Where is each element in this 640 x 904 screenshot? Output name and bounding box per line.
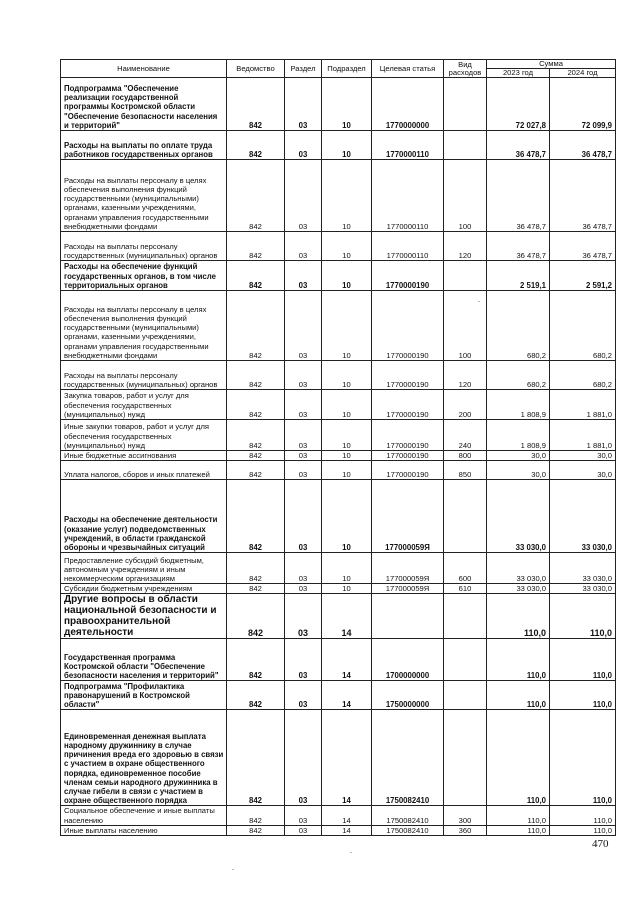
table-cell-2023: 110,0	[487, 594, 550, 639]
table-cell-2024: 30,0	[550, 451, 616, 461]
table-cell-2023: 33 030,0	[487, 553, 550, 584]
col-header-statya: Целевая статья	[372, 60, 444, 78]
table-cell-razdel: 03	[285, 361, 322, 390]
table-cell-statya: 1770000190	[372, 261, 444, 291]
table-cell-vedomstvo: 842	[227, 461, 285, 480]
table-row	[61, 261, 616, 291]
table-cell-vedomstvo: 842	[227, 160, 285, 232]
table-row	[61, 480, 616, 553]
table-row	[61, 825, 616, 835]
table-cell-name: Субсидии бюджетным учреждениям	[61, 584, 227, 594]
table-cell-vid: 300	[444, 806, 487, 825]
page-number: 470	[592, 838, 609, 850]
table-cell-name: Закупка товаров, работ и услуг для обеспечения государственных (муниципальных) нужд	[61, 390, 227, 420]
table-cell-vedomstvo: 842	[227, 825, 285, 835]
table-cell-podrazdel: 10	[322, 160, 372, 232]
table-row	[61, 131, 616, 160]
table-cell-razdel: 03	[285, 480, 322, 553]
scan-speck	[478, 301, 480, 302]
table-cell-podrazdel: 10	[322, 390, 372, 420]
table-cell-vid: 850	[444, 461, 487, 480]
table-cell-vedomstvo: 842	[227, 291, 285, 361]
table-cell-podrazdel: 10	[322, 291, 372, 361]
table-cell-name: Другие вопросы в области национальной безопасности и правоохранительной деятельности	[61, 594, 227, 639]
col-header-podrazdel: Подраздел	[322, 60, 372, 78]
table-cell-vid: 800	[444, 451, 487, 461]
table-cell-podrazdel: 10	[322, 78, 372, 131]
table-cell-razdel: 03	[285, 232, 322, 261]
table-cell-2023: 680,2	[487, 291, 550, 361]
table-cell-vedomstvo: 842	[227, 594, 285, 639]
table-cell-razdel: 03	[285, 584, 322, 594]
table-cell-vedomstvo: 842	[227, 681, 285, 710]
table-cell-2023: 36 478,7	[487, 131, 550, 160]
table-cell-podrazdel: 10	[322, 461, 372, 480]
col-header-vid: Вид расходов	[444, 60, 487, 78]
table-cell-vid	[444, 261, 487, 291]
table-cell-statya: 1770000110	[372, 131, 444, 160]
table-cell-vid: 600	[444, 553, 487, 584]
col-header-summa: Сумма	[487, 60, 616, 69]
table-cell-razdel: 03	[285, 681, 322, 710]
table-cell-name: Подпрограмма "Профилактика правонарушений в Костромской области"	[61, 681, 227, 710]
budget-table-sheet	[60, 59, 615, 836]
table-cell-vedomstvo: 842	[227, 78, 285, 131]
table-cell-2024: 2 591,2	[550, 261, 616, 291]
table-cell-razdel: 03	[285, 78, 322, 131]
table-row	[61, 584, 616, 594]
table-cell-podrazdel: 14	[322, 806, 372, 825]
table-cell-vid	[444, 78, 487, 131]
table-cell-name: Иные закупки товаров, работ и услуг для обеспечения государственных (муниципальных) нужд	[61, 420, 227, 451]
table-row	[61, 361, 616, 390]
table-cell-2023: 33 030,0	[487, 480, 550, 553]
table-cell-2024: 33 030,0	[550, 553, 616, 584]
table-row	[61, 639, 616, 681]
table-cell-podrazdel: 10	[322, 553, 372, 584]
table-row	[61, 451, 616, 461]
table-cell-statya: 177000059Я	[372, 553, 444, 584]
col-header-2023: 2023 год	[487, 69, 550, 78]
table-cell-2024: 680,2	[550, 361, 616, 390]
table-cell-statya: 1750082410	[372, 825, 444, 835]
table-cell-razdel: 03	[285, 160, 322, 232]
table-cell-2024: 36 478,7	[550, 131, 616, 160]
table-cell-vid: 100	[444, 160, 487, 232]
table-cell-podrazdel: 10	[322, 420, 372, 451]
table-cell-2024: 33 030,0	[550, 480, 616, 553]
table-cell-2023: 1 808,9	[487, 420, 550, 451]
table-body	[61, 78, 616, 836]
table-cell-vedomstvo: 842	[227, 261, 285, 291]
table-cell-2023: 110,0	[487, 639, 550, 681]
table-cell-name: Расходы на выплаты по оплате труда работников государственных органов	[61, 131, 227, 160]
table-cell-razdel: 03	[285, 806, 322, 825]
table-cell-name: Государственная программа Костромской области "Обеспечение безопасности населения и территорий"	[61, 639, 227, 681]
table-cell-2024: 33 030,0	[550, 584, 616, 594]
table-cell-razdel: 03	[285, 594, 322, 639]
table-cell-statya	[372, 594, 444, 639]
table-cell-podrazdel: 10	[322, 232, 372, 261]
table-cell-2023: 33 030,0	[487, 584, 550, 594]
table-cell-statya: 1750082410	[372, 806, 444, 825]
table-cell-statya: 1770000000	[372, 78, 444, 131]
table-cell-name: Уплата налогов, сборов и иных платежей	[61, 461, 227, 480]
col-header-name: Наименование	[61, 60, 227, 78]
table-cell-vid	[444, 131, 487, 160]
table-cell-vid: 100	[444, 291, 487, 361]
table-cell-statya: 1770000190	[372, 461, 444, 480]
table-cell-2023: 2 519,1	[487, 261, 550, 291]
table-cell-razdel: 03	[285, 390, 322, 420]
table-cell-vid	[444, 710, 487, 806]
table-cell-vid: 120	[444, 232, 487, 261]
table-cell-2023: 680,2	[487, 361, 550, 390]
table-cell-razdel: 03	[285, 131, 322, 160]
table-cell-razdel: 03	[285, 420, 322, 451]
table-cell-2023: 110,0	[487, 806, 550, 825]
table-cell-vedomstvo: 842	[227, 232, 285, 261]
table-cell-name: Предоставление субсидий бюджетным, автономным учреждениям и иным некоммерческим организациям	[61, 553, 227, 584]
table-cell-razdel: 03	[285, 461, 322, 480]
table-cell-2023: 36 478,7	[487, 160, 550, 232]
table-cell-vedomstvo: 842	[227, 390, 285, 420]
table-header	[61, 60, 616, 78]
table-cell-2024: 30,0	[550, 461, 616, 480]
table-row	[61, 461, 616, 480]
table-cell-vedomstvo: 842	[227, 710, 285, 806]
col-header-2024: 2024 год	[550, 69, 616, 78]
table-cell-statya: 1770000190	[372, 451, 444, 461]
table-cell-razdel: 03	[285, 261, 322, 291]
table-cell-name: Подпрограмма "Обеспечение реализации государственной программы Костромской области "Обеспечение безопасности населения и территорий"	[61, 78, 227, 131]
table-cell-vedomstvo: 842	[227, 639, 285, 681]
table-row	[61, 78, 616, 131]
table-cell-razdel: 03	[285, 553, 322, 584]
table-cell-razdel: 03	[285, 639, 322, 681]
table-cell-vid	[444, 594, 487, 639]
table-row	[61, 420, 616, 451]
table-row	[61, 232, 616, 261]
table-cell-vedomstvo: 842	[227, 420, 285, 451]
table-cell-podrazdel: 14	[322, 825, 372, 835]
table-cell-2023: 30,0	[487, 461, 550, 480]
table-cell-name: Расходы на обеспечение деятельности (оказание услуг) подведомственных учреждений, в области гражданской обороны и чрезвычайных ситуаций	[61, 480, 227, 553]
table-cell-vedomstvo: 842	[227, 480, 285, 553]
table-cell-name: Расходы на выплаты персоналу государственных (муниципальных) органов	[61, 361, 227, 390]
table-cell-vedomstvo: 842	[227, 584, 285, 594]
table-cell-statya: 1770000190	[372, 390, 444, 420]
table-cell-2023: 1 808,9	[487, 390, 550, 420]
table-cell-2024: 36 478,7	[550, 232, 616, 261]
table-row	[61, 291, 616, 361]
table-cell-name: Иные выплаты населению	[61, 825, 227, 835]
table-cell-statya: 1770000190	[372, 420, 444, 451]
table-cell-podrazdel: 14	[322, 710, 372, 806]
table-cell-statya: 1770000110	[372, 160, 444, 232]
table-cell-statya: 1770000190	[372, 361, 444, 390]
table-cell-statya: 1770000190	[372, 291, 444, 361]
table-cell-name: Социальное обеспечение и иные выплаты населению	[61, 806, 227, 825]
table-cell-podrazdel: 10	[322, 584, 372, 594]
table-cell-podrazdel: 10	[322, 480, 372, 553]
table-cell-2024: 110,0	[550, 710, 616, 806]
table-cell-statya: 177000059Я	[372, 584, 444, 594]
table-cell-name: Расходы на выплаты персоналу в целях обеспечения выполнения функций государственными (муниципальными) органами, казенными учреждениями, органами управления государственными внебюджетными фондами	[61, 160, 227, 232]
table-cell-vid	[444, 480, 487, 553]
table-cell-name: Иные бюджетные ассигнования	[61, 451, 227, 461]
table-row	[61, 806, 616, 825]
table-row	[61, 681, 616, 710]
table-cell-2023: 72 027,8	[487, 78, 550, 131]
table-cell-vid: 120	[444, 361, 487, 390]
table-cell-vid: 360	[444, 825, 487, 835]
table-cell-vedomstvo: 842	[227, 361, 285, 390]
table-cell-2024: 110,0	[550, 639, 616, 681]
table-cell-2024: 110,0	[550, 594, 616, 639]
table-cell-vid: 610	[444, 584, 487, 594]
table-cell-name: Расходы на обеспечение функций государственных органов, в том числе территориальных органов	[61, 261, 227, 291]
table-row	[61, 594, 616, 639]
scan-speck	[232, 869, 234, 870]
table-cell-podrazdel: 10	[322, 261, 372, 291]
table-cell-vid	[444, 681, 487, 710]
scan-speck	[350, 852, 352, 853]
table-cell-statya: 1750082410	[372, 710, 444, 806]
table-cell-podrazdel: 10	[322, 361, 372, 390]
table-cell-podrazdel: 10	[322, 131, 372, 160]
table-cell-name: Расходы на выплаты персоналу в целях обеспечения выполнения функций государственными (муниципальными) органами, казенными учреждениями, органами управления государственными внебюджетными фондами	[61, 291, 227, 361]
table-cell-2024: 680,2	[550, 291, 616, 361]
table-cell-razdel: 03	[285, 825, 322, 835]
col-header-razdel: Раздел	[285, 60, 322, 78]
table-cell-2023: 30,0	[487, 451, 550, 461]
table-cell-2024: 110,0	[550, 681, 616, 710]
table-cell-podrazdel: 14	[322, 594, 372, 639]
table-cell-statya: 1770000110	[372, 232, 444, 261]
table-row	[61, 390, 616, 420]
table-cell-2024: 1 881,0	[550, 390, 616, 420]
table-cell-vedomstvo: 842	[227, 553, 285, 584]
table-cell-name: Единовременная денежная выплата народному дружиннику в случае причинения вреда его здоровью в связи с участием в охране общественного порядка, единовременное пособие членам семьи народного дружинника в случае гибели в связи с участием в охране общественного порядка	[61, 710, 227, 806]
col-header-vedomstvo: Ведомство	[227, 60, 285, 78]
table-cell-2023: 110,0	[487, 681, 550, 710]
table-cell-statya: 177000059Я	[372, 480, 444, 553]
table-cell-name: Расходы на выплаты персоналу государственных (муниципальных) органов	[61, 232, 227, 261]
table-cell-statya: 1750000000	[372, 681, 444, 710]
table-cell-podrazdel: 14	[322, 681, 372, 710]
table-cell-razdel: 03	[285, 291, 322, 361]
table-cell-vid	[444, 639, 487, 681]
table-cell-razdel: 03	[285, 710, 322, 806]
table-cell-vid: 200	[444, 390, 487, 420]
table-cell-podrazdel: 14	[322, 639, 372, 681]
table-cell-vedomstvo: 842	[227, 806, 285, 825]
table-row	[61, 553, 616, 584]
table-row	[61, 160, 616, 232]
table-cell-2023: 36 478,7	[487, 232, 550, 261]
table-cell-2023: 110,0	[487, 825, 550, 835]
table-cell-podrazdel: 10	[322, 451, 372, 461]
table-cell-2023: 110,0	[487, 710, 550, 806]
table-cell-2024: 36 478,7	[550, 160, 616, 232]
table-cell-2024: 110,0	[550, 806, 616, 825]
table-cell-vedomstvo: 842	[227, 451, 285, 461]
table-cell-razdel: 03	[285, 451, 322, 461]
table-cell-2024: 72 099,9	[550, 78, 616, 131]
budget-table	[60, 59, 616, 836]
table-cell-2024: 110,0	[550, 825, 616, 835]
table-cell-vedomstvo: 842	[227, 131, 285, 160]
table-cell-2024: 1 881,0	[550, 420, 616, 451]
table-cell-vid: 240	[444, 420, 487, 451]
table-row	[61, 710, 616, 806]
table-cell-statya: 1700000000	[372, 639, 444, 681]
